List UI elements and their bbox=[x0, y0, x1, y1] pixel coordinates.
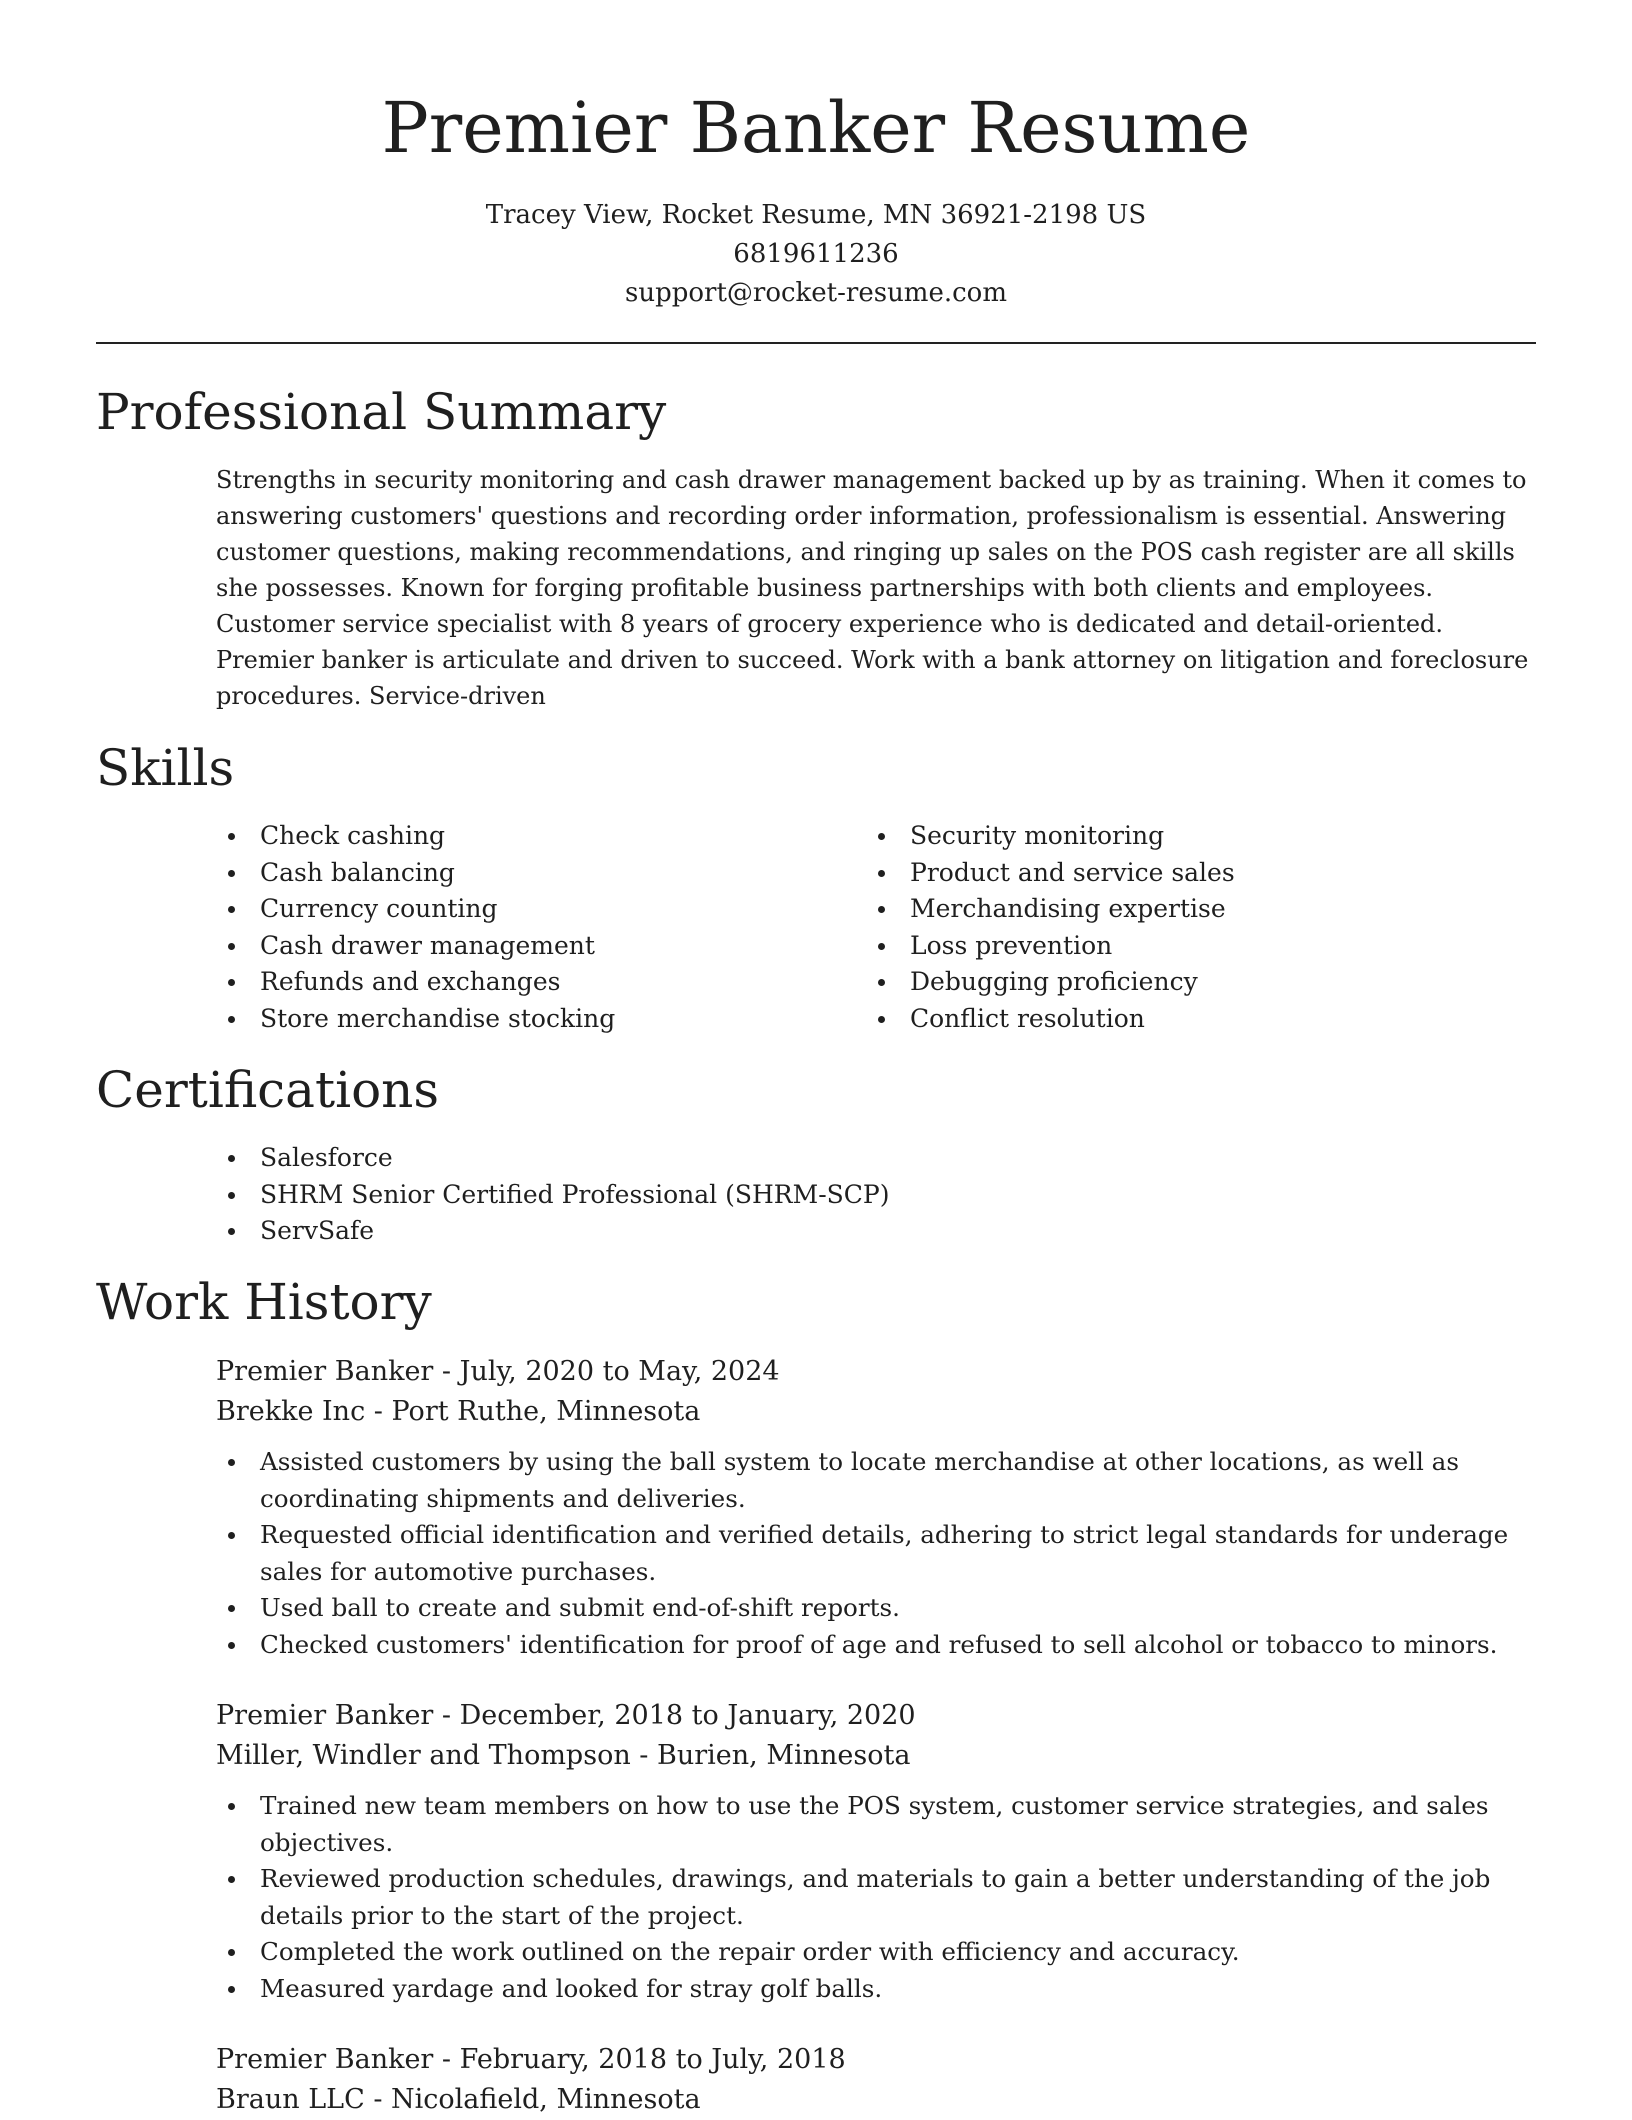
job-dates: December, 2018 to January, 2020 bbox=[459, 1700, 916, 1731]
job-bullets bbox=[216, 1788, 1536, 2007]
skill-item: Cash balancing bbox=[216, 855, 856, 892]
resume-title: Premier Banker Resume bbox=[381, 87, 1251, 169]
skill-item: Security monitoring bbox=[866, 818, 1506, 855]
job-entry bbox=[216, 2040, 1536, 2120]
job-company-line: Braun LLC - Nicolafield, Minnesota bbox=[216, 2084, 701, 2115]
skill-item: Currency counting bbox=[216, 891, 856, 928]
job-bullet: Measured yardage and looked for stray golf balls. bbox=[216, 1971, 1536, 2008]
certifications-heading: Certifications bbox=[96, 1061, 440, 1119]
job-location: Nicolafield, Minnesota bbox=[391, 2084, 701, 2115]
certification-item: SHRM Senior Certified Professional (SHRM-SCP) bbox=[216, 1177, 1516, 1214]
summary-heading: Professional Summary bbox=[96, 383, 667, 441]
job-title: Premier Banker bbox=[216, 2044, 434, 2075]
job-entry bbox=[216, 1696, 1536, 2007]
job-title: Premier Banker bbox=[216, 1356, 434, 1387]
contact-email: support@rocket-resume.com bbox=[624, 278, 1007, 308]
job-dates: July, 2020 to May, 2024 bbox=[459, 1356, 780, 1387]
skill-item: Loss prevention bbox=[866, 928, 1506, 965]
job-bullet: Checked customers' identification for proof of age and refused to sell alcohol or tobacco to minors. bbox=[216, 1627, 1536, 1664]
job-title-line: Premier Banker - December, 2018 to January, 2020 bbox=[216, 1700, 916, 1731]
skills-list-right bbox=[866, 818, 1506, 1037]
job-bullets bbox=[216, 1444, 1536, 1663]
job-bullet: Used ball to create and submit end-of-shift reports. bbox=[216, 1590, 1536, 1627]
certification-item: Salesforce bbox=[216, 1140, 1516, 1177]
job-bullet: Requested official identification and verified details, adhering to strict legal standards for underage sales for automotive purchases. bbox=[216, 1517, 1536, 1590]
skill-item: Cash drawer management bbox=[216, 928, 856, 965]
job-company-line: Miller, Windler and Thompson - Burien, Minnesota bbox=[216, 1740, 911, 1771]
job-title-line: Premier Banker - July, 2020 to May, 2024 bbox=[216, 1356, 780, 1387]
contact-address: Tracey View, Rocket Resume, MN 36921-2198 US bbox=[485, 200, 1147, 230]
job-company-line: Brekke Inc - Port Ruthe, Minnesota bbox=[216, 1396, 701, 1427]
job-company: Brekke Inc bbox=[216, 1396, 366, 1427]
resume-header bbox=[0, 78, 1632, 313]
skills-list-left bbox=[216, 818, 856, 1037]
skill-item: Store merchandise stocking bbox=[216, 1001, 856, 1038]
job-company: Miller, Windler and Thompson bbox=[216, 1740, 631, 1771]
job-bullet: Assisted customers by using the ball system to locate merchandise at other locations, as well as coordinating shipments and deliveries. bbox=[216, 1444, 1536, 1517]
job-company: Braun LLC bbox=[216, 2084, 365, 2115]
skills-heading: Skills bbox=[96, 739, 235, 797]
contact-phone: 6819611236 bbox=[733, 239, 899, 269]
skill-item: Conflict resolution bbox=[866, 1001, 1506, 1038]
job-title-line: Premier Banker - February, 2018 to July, 2018 bbox=[216, 2044, 846, 2075]
job-dates: February, 2018 to July, 2018 bbox=[459, 2044, 846, 2075]
job-bullet: Trained new team members on how to use the POS system, customer service strategies, and sales objectives. bbox=[216, 1788, 1536, 1861]
job-bullet: Completed the work outlined on the repair order with efficiency and accuracy. bbox=[216, 1934, 1536, 1971]
skill-item: Check cashing bbox=[216, 818, 856, 855]
certification-item: ServSafe bbox=[216, 1213, 1516, 1250]
skill-item: Product and service sales bbox=[866, 855, 1506, 892]
job-location: Burien, Minnesota bbox=[657, 1740, 911, 1771]
skill-item: Debugging proficiency bbox=[866, 964, 1506, 1001]
work-history-heading: Work History bbox=[96, 1273, 432, 1331]
job-title: Premier Banker bbox=[216, 1700, 434, 1731]
job-bullet: Reviewed production schedules, drawings, and materials to gain a better understanding of the job details prior to the start of the project. bbox=[216, 1861, 1536, 1934]
summary-text: Strengths in security monitoring and cash drawer management backed up by as training. When it comes to answering customers' questions and recording order information, professionalism is essential. Answering customer questions, making recommendations, and ringing up sales on the POS cash register are all skills she possesses. Known for forging profitable business partnerships with both clients and employees. Customer service specialist with 8 years of grocery experience who is dedicated and detail-oriented. Premier banker is articulate and driven to succeed. Work with a bank attorney on litigation and foreclosure procedures. Service-driven bbox=[216, 466, 1529, 710]
skill-item: Merchandising expertise bbox=[866, 891, 1506, 928]
header-divider bbox=[96, 342, 1536, 344]
certifications-list bbox=[216, 1140, 1516, 1250]
contact-info bbox=[0, 196, 1632, 313]
job-location: Port Ruthe, Minnesota bbox=[391, 1396, 701, 1427]
job-entry bbox=[216, 1352, 1536, 1663]
skill-item: Refunds and exchanges bbox=[216, 964, 856, 1001]
